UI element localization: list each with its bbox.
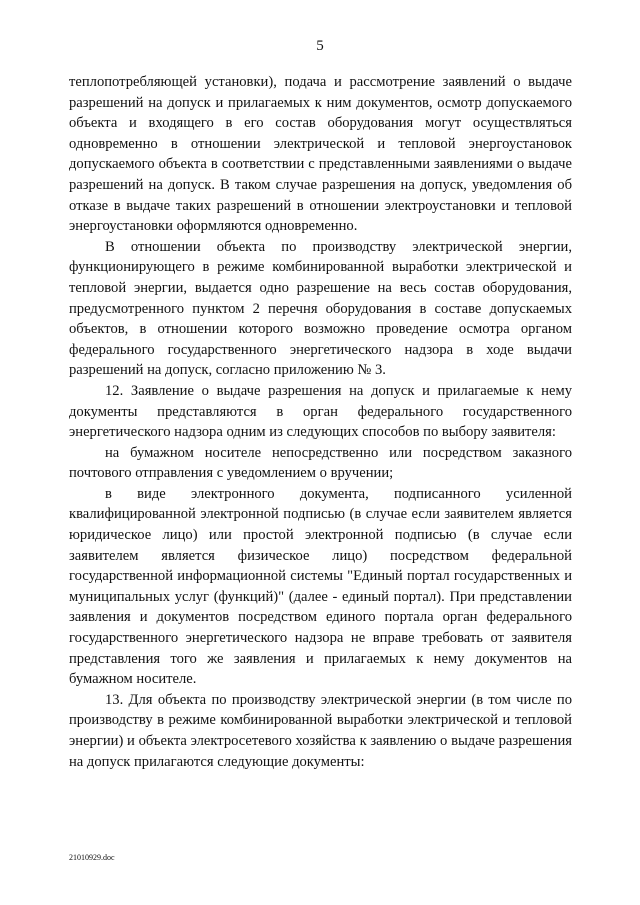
paragraph-continuation: теплопотребляющей установки), подача и рассмотрение заявлений о выдаче разрешений на допуск и прилагаемых к ним документов, осмотр допускаемого объекта и входящего в его состав оборудования могут осуществляться одновременно в отношении электрической и тепловой энергоустановок допускаемого объекта в соответствии с представленными заявлениями о выдаче разрешений на допуск. В таком случае разрешения на допуск, уведомления об отказе в выдаче таких разрешений в отношении электроустановки и тепловой энергоустановки оформляются одновременно. <box>69 74 572 235</box>
paragraph-electronic-submission: в виде электронного документа, подписанного усиленной квалифицированной электронной подписью (в случае если заявителем является юридическое лицо) или простой электронной подписью (в случае если заявителем является физическое лицо) посредством федеральной государственной информационной системы "Единый портал государственных и муниципальных услуг (функций)" (далее - единый портал). При представлении заявления и документов посредством единого портала орган федерального государственного энергетического надзора не вправе требовать от заявителя представления того же заявления и прилагаемых к нему документов на бумажном носителе. <box>69 485 572 688</box>
document-body <box>69 72 572 772</box>
file-name-footer: 21010929.doc <box>69 853 115 862</box>
page-number: 5 <box>316 38 324 54</box>
paragraph-paper-submission: на бумажном носителе непосредственно или посредством заказного почтового отправления с уведомлением о вручении; <box>69 444 572 482</box>
paragraph-clause-12: 12. Заявление о выдаче разрешения на допуск и прилагаемые к нему документы представляются в орган федерального государственного энергетического надзора одним из следующих способов по выбору заявителя: <box>69 382 572 441</box>
paragraph-combined-generation: В отношении объекта по производству электрической энергии, функционирующего в режиме комбинированной выработки электрической и тепловой энергии, выдается одно разрешение на весь состав оборудования, предусмотренного пунктом 2 перечня оборудования в составе допускаемых объектов, в отношении которого возможно проведение осмотра органом федерального государственного энергетического надзора в ходе выдачи разрешений на допуск, согласно приложению № 3. <box>69 238 572 379</box>
paragraph-clause-13: 13. Для объекта по производству электрической энергии (в том числе по производству в режиме комбинированной выработки электрической и тепловой энергии) и объекта электросетевого хозяйства к заявлению о выдаче разрешения на допуск прилагаются следующие документы: <box>69 691 572 770</box>
